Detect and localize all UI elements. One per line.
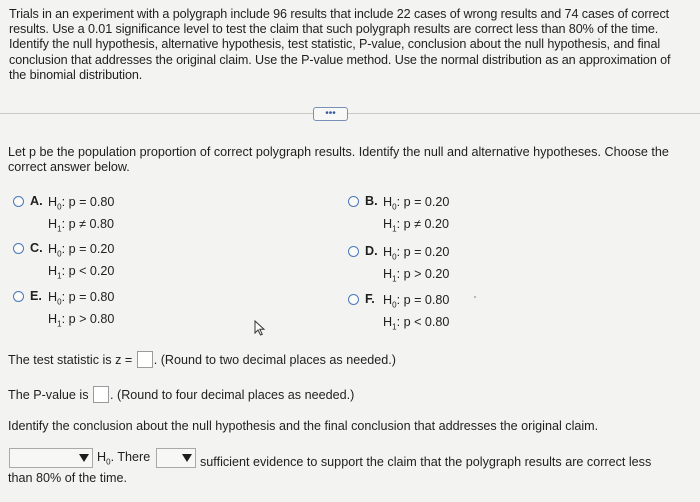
radio-option-a[interactable]: [13, 196, 24, 207]
h1-text: p ≠ 0.80: [68, 216, 114, 231]
radio-option-e[interactable]: [13, 291, 24, 302]
h1-text: p < 0.20: [68, 263, 115, 278]
h1-text: p > 0.20: [403, 266, 450, 281]
divider: [0, 113, 700, 114]
option-f[interactable]: [348, 292, 449, 335]
option-hypotheses: $H_0$: p = 0.80 $H_1$: p ≠ 0.80: [48, 195, 115, 234]
h0-label: $H_0$. There: [97, 450, 151, 467]
option-hypotheses: $H_0$: p = 0.20 $H_1$: p ≠ 0.20: [383, 195, 450, 234]
option-d[interactable]: [348, 244, 449, 287]
h1-text: p ≠ 0.20: [403, 216, 449, 231]
option-letter: D.: [365, 244, 378, 258]
test-statistic-hint: . (Round to two decimal places as needed.): [153, 353, 396, 367]
option-c[interactable]: [13, 241, 114, 284]
option-hypotheses: $H_0$: p = 0.80 $H_1$: p > 0.80: [48, 290, 115, 329]
h0-text: p = 0.20: [68, 242, 115, 256]
test-statistic-label: The test statistic is z =: [8, 353, 136, 367]
p-value-label: The P-value is: [8, 388, 92, 402]
option-letter: A.: [30, 194, 43, 208]
radio-option-b[interactable]: [348, 196, 359, 207]
more-button[interactable]: •••: [313, 107, 348, 121]
radio-option-d[interactable]: [348, 246, 359, 257]
hypotheses-prompt: Let p be the population proportion of correct polygraph results. Identify the null and alternative hypotheses. Choose the correct answer below.: [8, 145, 669, 175]
h0-text: p = 0.80: [68, 290, 115, 304]
test-statistic-input[interactable]: [137, 351, 153, 368]
conclusion-text: sufficient evidence to support the claim that the polygraph results are correct less: [200, 455, 652, 469]
option-hypotheses: $H_0$: p = 0.20 $H_1$: p < 0.20: [48, 242, 115, 281]
option-e[interactable]: [13, 289, 114, 332]
option-letter: B.: [365, 194, 378, 208]
chevron-down-icon: [79, 454, 89, 462]
h1-text: p > 0.80: [68, 311, 115, 326]
p-value-line: [8, 386, 354, 403]
conclusion-prompt: Identify the conclusion about the null hypothesis and the final conclusion that addresses the original claim.: [8, 419, 599, 433]
h0-text: p = 0.80: [68, 195, 115, 209]
stray-dot: [474, 296, 476, 298]
radio-option-f[interactable]: [348, 294, 359, 305]
null-hypothesis-decision-dropdown[interactable]: [9, 448, 93, 468]
option-hypotheses: $H_0$: p = 0.80 $H_1$: p < 0.80: [383, 293, 450, 332]
test-statistic-line: [8, 351, 396, 368]
chevron-down-icon: [182, 454, 192, 462]
h0-text: p = 0.80: [403, 293, 450, 307]
h0-text: p = 0.20: [403, 245, 450, 259]
p-value-hint: . (Round to four decimal places as needed.): [110, 388, 355, 402]
conclusion-text-continued: than 80% of the time.: [8, 471, 128, 485]
option-letter: C.: [30, 241, 43, 255]
mouse-cursor-icon: [254, 320, 266, 336]
evidence-dropdown[interactable]: [156, 448, 196, 468]
question-text: Trials in an experiment with a polygraph include 96 results that include 22 cases of wrong results and 74 cases of correct results. Use a 0.01 significance level to test the claim that such polygraph results are correct less than 80% of the time. Identify the null hypothesis, alternative hypothesis, test statistic, P-value, conclusion about the null hypothesis, and final conclusion that addresses the original claim. Use the P-value method. Use the normal distribution as an approximation of the binomial distribution.: [9, 7, 671, 82]
h1-text: p < 0.80: [403, 314, 450, 329]
option-hypotheses: $H_0$: p = 0.20 $H_1$: p > 0.20: [383, 245, 450, 284]
option-a[interactable]: [13, 194, 114, 237]
option-letter: F.: [365, 292, 375, 306]
option-letter: E.: [30, 289, 42, 303]
h0-text: p = 0.20: [403, 195, 450, 209]
p-value-input[interactable]: [93, 386, 109, 403]
radio-option-c[interactable]: [13, 243, 24, 254]
option-b[interactable]: [348, 194, 449, 237]
